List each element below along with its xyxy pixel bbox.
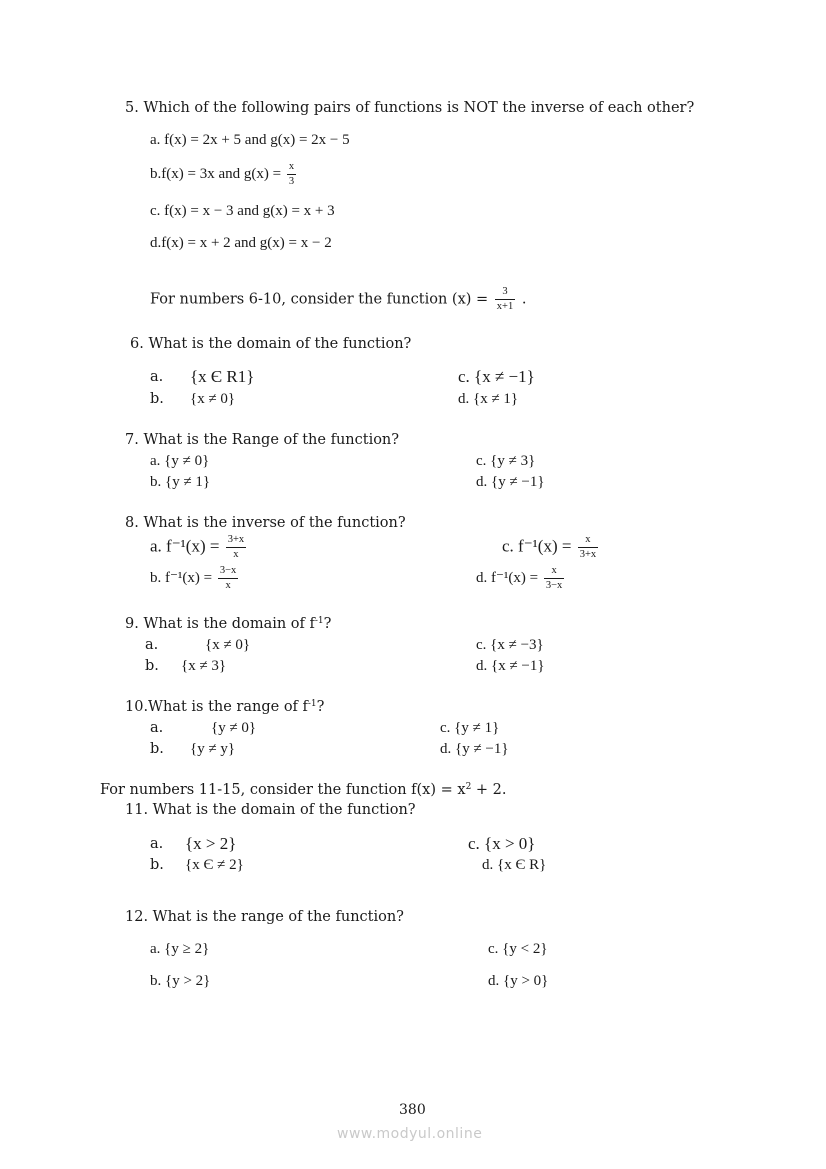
q5-option-d: d.f(x) = x + 2 and g(x) = x − 2 [150, 235, 332, 251]
intro-11-15-sup: 2 [465, 782, 472, 792]
q9-option-c: c. {x ≠ −3} [476, 637, 544, 653]
q5-option-b-fraction: $\frac{x}{3}$ [288, 161, 295, 187]
q9-option-b: {x ≠ 3} [181, 658, 227, 674]
q6-option-d: d. {x ≠ 1} [458, 391, 519, 407]
q8-option-a [150, 535, 248, 560]
q7-option-d: d. {y ≠ −1} [476, 474, 545, 490]
q10-option-b: {y ≠ y} [190, 741, 236, 757]
q11-option-a-label: a. [150, 836, 164, 852]
page-number: 380 [399, 1102, 426, 1118]
q8-option-a-text: a. f⁻¹(x) = [150, 536, 220, 556]
q8-stem: 8. What is the inverse of the function? [125, 515, 406, 531]
watermark: www.modyul.online [337, 1126, 483, 1142]
q6-option-b: {x ≠ 0} [190, 391, 236, 407]
q5-stem: 5. Which of the following pairs of functions is NOT the inverse of each other? [125, 100, 695, 116]
q8-option-c-text: c. f⁻¹(x) = [502, 536, 572, 556]
q9-stem [125, 616, 331, 632]
q10-stem-end: ? [316, 699, 325, 715]
q8-option-b-text: b. f⁻¹(x) = [150, 569, 213, 586]
q10-option-b-label: b. [150, 741, 164, 757]
q12-option-c: c. {y < 2} [488, 941, 548, 957]
q6-option-b-label: b. [150, 391, 164, 407]
intro-6-10-text: For numbers 6-10, consider the function (x) = [150, 291, 489, 308]
q9-option-b-label: b. [145, 658, 159, 674]
q8-option-c-fraction: $\frac{x}{3+x}$ [579, 534, 597, 560]
q6-option-c: c. {x ≠ −1} [458, 367, 535, 386]
intro-11-15 [100, 782, 507, 798]
q8-option-a-fraction: $\frac{3+x}{x}$ [227, 534, 245, 560]
intro-6-10-fraction: $\frac{3}{x+1}$ [496, 286, 514, 312]
q8-option-d-text: d. f⁻¹(x) = [476, 569, 539, 586]
q5-option-c: c. f(x) = x − 3 and g(x) = x + 3 [150, 203, 335, 219]
q5-option-b [150, 162, 298, 187]
intro-6-10 [150, 287, 526, 312]
q8-option-d-fraction: $\frac{x}{3-x}$ [545, 565, 563, 591]
q12-option-a: a. {y ≥ 2} [150, 941, 210, 957]
q11-option-c: c. {x > 0} [468, 834, 536, 853]
q5-option-a: a. f(x) = 2x + 5 and g(x) = 2x − 5 [150, 132, 350, 148]
q5-option-b-text: b.f(x) = 3x and g(x) = [150, 165, 282, 182]
q7-option-c: c. {y ≠ 3} [476, 453, 536, 469]
q12-stem: 12. What is the range of the function? [125, 909, 404, 925]
q10-stem-text: 10.What is the range of f [125, 699, 308, 715]
q12-option-d: d. {y > 0} [488, 973, 549, 989]
q10-option-a: {y ≠ 0} [211, 720, 257, 736]
q11-stem: 11. What is the domain of the function? [125, 802, 416, 818]
q8-option-d [476, 566, 566, 591]
q6-stem: 6. What is the domain of the function? [130, 336, 412, 352]
q11-option-b-label: b. [150, 857, 164, 873]
q10-option-a-label: a. [150, 720, 164, 736]
q8-option-b-fraction: $\frac{3-x}{x}$ [219, 565, 237, 591]
q9-stem-sup: -1 [314, 616, 324, 626]
q11-option-d: d. {x Є R} [482, 857, 547, 873]
q6-option-a: {x Є R1} [190, 367, 255, 386]
q8-option-b [150, 566, 240, 591]
q9-stem-text: 9. What is the domain of f [125, 616, 315, 632]
q10-option-d: d. {y ≠ −1} [440, 741, 509, 757]
q12-option-b: b. {y > 2} [150, 973, 211, 989]
q9-option-a-label: a. [145, 637, 159, 653]
q9-option-a: {x ≠ 0} [205, 637, 251, 653]
q8-option-c [502, 535, 600, 560]
q7-stem: 7. What is the Range of the function? [125, 432, 400, 448]
intro-11-15-end: + 2. [471, 782, 507, 798]
intro-6-10-end: . [521, 291, 527, 308]
q10-stem-sup: -1 [307, 699, 317, 709]
q9-stem-end: ? [323, 616, 332, 632]
q11-option-a: {x > 2} [185, 834, 237, 853]
q11-option-b: {x Є ≠ 2} [185, 857, 244, 873]
q7-option-a: a. {y ≠ 0} [150, 453, 210, 469]
q6-option-a-label: a. [150, 369, 164, 385]
q9-option-d: d. {x ≠ −1} [476, 658, 545, 674]
q10-option-c: c. {y ≠ 1} [440, 720, 500, 736]
q10-stem [125, 699, 324, 715]
intro-11-15-text: For numbers 11-15, consider the function f(x) = x [100, 782, 466, 798]
q7-option-b: b. {y ≠ 1} [150, 474, 211, 490]
